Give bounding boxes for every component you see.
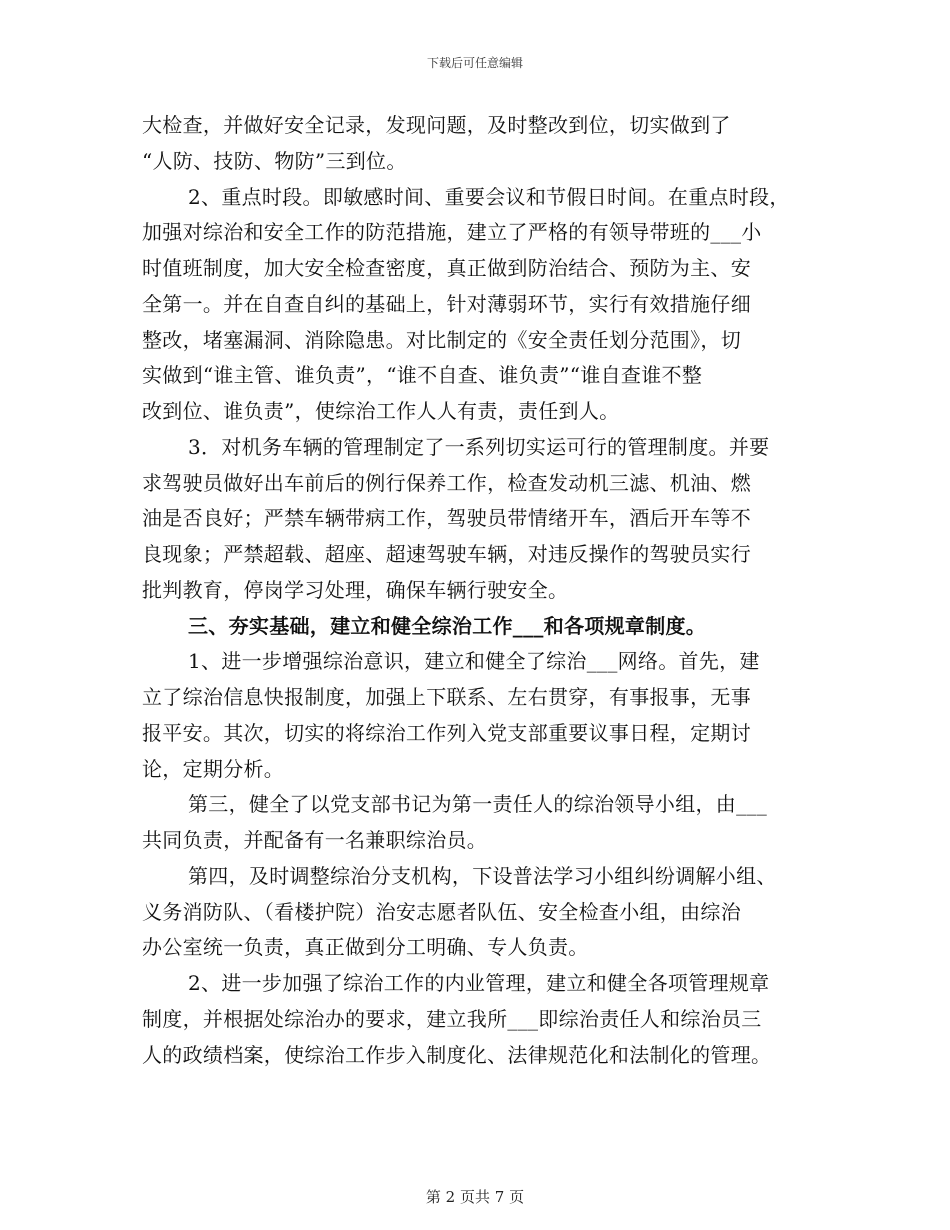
text-line: 义务消防队、（看楼护院）治安志愿者队伍、安全检查小组，由综治 — [142, 899, 741, 924]
text-line: 论，定期分析。 — [142, 756, 285, 781]
text-line: 大检查，并做好安全记录，发现问题，及时整改到位，切实做到了 — [142, 113, 731, 137]
page-header: 下载后可任意编辑 — [426, 56, 523, 70]
text-line: 整改，堵塞漏洞、消除隐患。对比制定的《安全责任划分范围》，切 — [142, 327, 741, 352]
text-line: 2、进一步加强了综治工作的内业管理，建立和健全各项管理规章 — [188, 971, 770, 995]
text-line: 加强对综治和安全工作的防范措施，建立了严格的有领导带班的___小 — [142, 220, 762, 245]
text-line: 3．对机务车辆的管理制定了一系列切实运可行的管理制度。并要 — [188, 434, 770, 459]
text-line: 立了综治信息快报制度，加强上下联系、左右贯穿，有事报事，无事 — [142, 685, 751, 709]
page-footer: 第 2 页共 7 页 — [425, 1188, 525, 1206]
text-line: 批判教育，停岗学习处理，确保车辆行驶安全。 — [142, 577, 569, 602]
text-line: 求驾驶员做好出车前后的例行保养工作，检查发动机三滤、机油、燃 — [142, 470, 751, 495]
text-line: 1、进一步增强综治意识，建立和健全了综治___网络。首先，建 — [188, 649, 760, 674]
text-line: 人的政绩档案，使综治工作步入制度化、法律规范化和法制化的管理。 — [142, 1042, 772, 1067]
text-line: 改到位、谁负责”，使综治工作人人有责，责任到人。 — [142, 399, 620, 423]
text-line: “人防、技防、物防”三到位。 — [142, 148, 407, 173]
text-line: 第三，健全了以党支部书记为第一责任人的综治领导小组，由___ — [188, 792, 767, 817]
text-line: 三、夯实基础，建立和健全综治工作___和各项规章制度。 — [188, 613, 707, 638]
text-line: 制度，并根据处综治办的要求，建立我所___即综治责任人和综治员三 — [142, 1006, 762, 1031]
text-line: 油是否良好；严禁车辆带病工作，驾驶员带情绪开车，酒后开车等不 — [142, 506, 751, 531]
text-line: 实做到“谁主管、谁负责”，“谁不自查、谁负责”“谁自查谁不整 — [142, 363, 703, 388]
text-line: 时值班制度，加大安全检查密度，真正做到防治结合、预防为主、安 — [142, 256, 751, 280]
text-line: 报平安。其次，切实的将综治工作列入党支部重要议事日程，定期讨 — [142, 720, 751, 745]
text-line: 全第一。并在自查自纠的基础上，针对薄弱环节，实行有效措施仔细 — [142, 291, 751, 316]
text-line: 办公室统一负责，真正做到分工明确、专人负责。 — [142, 935, 589, 960]
text-line: 共同负责，并配备有一名兼职综治员。 — [142, 828, 488, 852]
text-line: 良现象；严禁超载、超座、超速驾驶车辆，对违反操作的驾驶员实行 — [142, 542, 751, 566]
text-line: 2、重点时段。即敏感时间、重要会议和节假日时间。在重点时段， — [188, 184, 790, 209]
text-line: 第四，及时调整综治分支机构，下设普法学习小组纠纷调解小组、 — [188, 863, 777, 888]
